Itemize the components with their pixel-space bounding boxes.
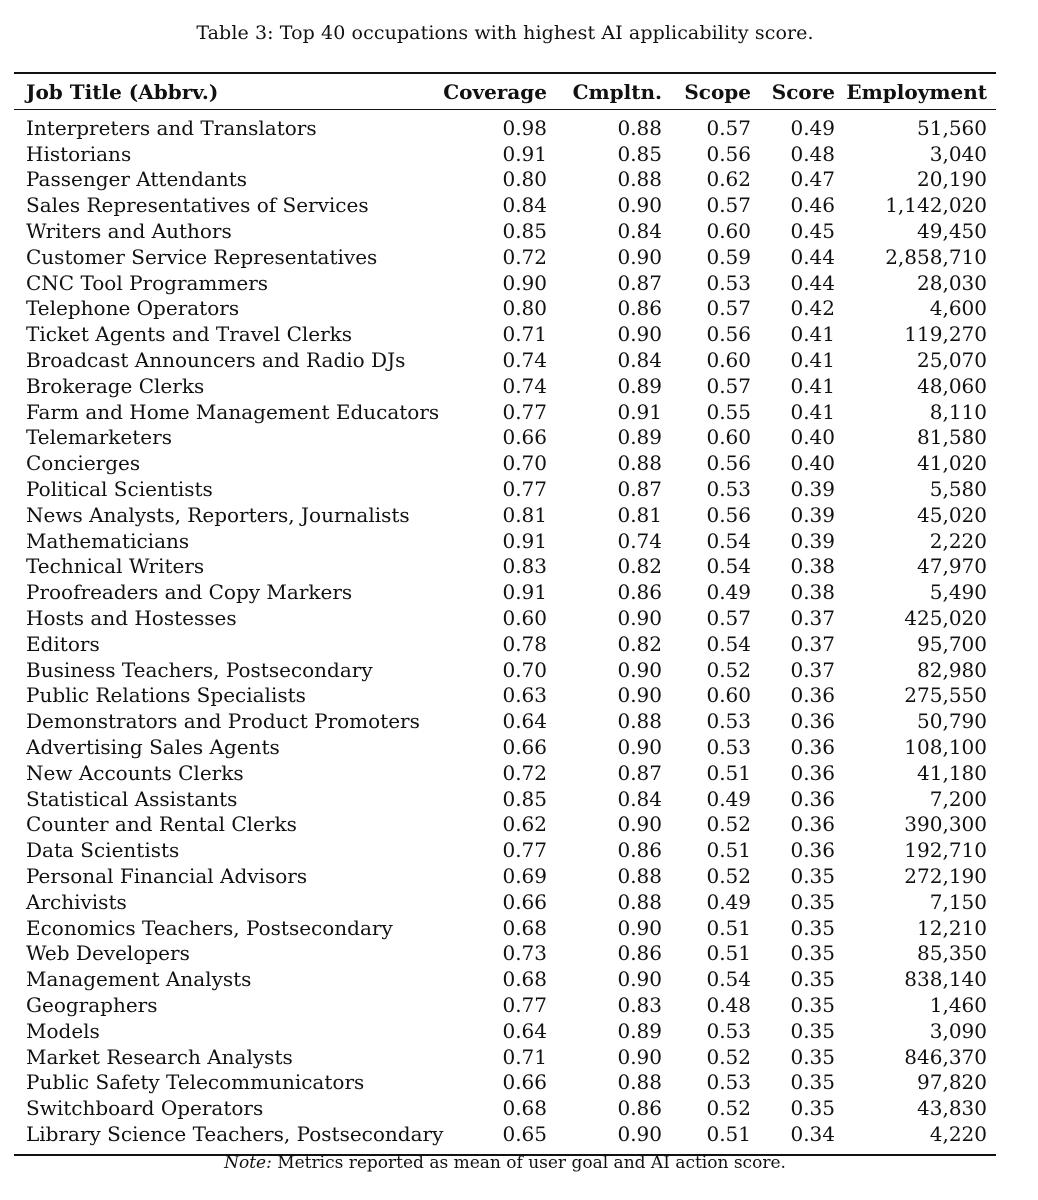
cell-job-title: Writers and Authors xyxy=(26,219,232,244)
cell-score: 0.34 xyxy=(790,1121,835,1146)
cell-scope: 0.54 xyxy=(706,554,751,579)
cell-job-title: Passenger Attendants xyxy=(26,167,248,192)
cell-score: 0.37 xyxy=(790,606,835,631)
cell-job-title: Switchboard Operators xyxy=(26,1096,264,1121)
table-row xyxy=(14,1018,996,1044)
cell-completion: 0.82 xyxy=(617,554,662,579)
cell-scope: 0.60 xyxy=(706,348,751,373)
table-row xyxy=(14,915,996,941)
cell-scope: 0.49 xyxy=(706,786,751,811)
cell-job-title: Market Research Analysts xyxy=(26,1044,293,1069)
note-text: Metrics reported as mean of user goal and AI action score. xyxy=(271,1153,786,1173)
cell-completion: 0.86 xyxy=(617,580,662,605)
cell-completion: 0.88 xyxy=(617,709,662,734)
cell-scope: 0.48 xyxy=(706,992,751,1017)
cell-scope: 0.51 xyxy=(706,915,751,940)
table-row xyxy=(14,657,996,683)
cell-employment: 272,190 xyxy=(904,864,987,888)
cell-scope: 0.49 xyxy=(706,889,751,914)
cell-scope: 0.51 xyxy=(706,941,751,966)
cell-coverage: 0.62 xyxy=(502,812,547,837)
cell-job-title: Political Scientists xyxy=(26,477,213,502)
cell-job-title: Data Scientists xyxy=(26,838,180,863)
cell-job-title: Broadcast Announcers and Radio DJs xyxy=(26,348,406,373)
cell-score: 0.41 xyxy=(790,348,835,373)
cell-completion: 0.88 xyxy=(617,451,662,476)
cell-job-title: Concierges xyxy=(26,451,141,476)
table-row xyxy=(14,941,996,967)
cell-completion: 0.86 xyxy=(617,838,662,863)
cell-score: 0.36 xyxy=(790,838,835,863)
cell-scope: 0.52 xyxy=(706,1096,751,1121)
header-scope: Scope xyxy=(684,79,751,104)
cell-employment: 95,700 xyxy=(917,631,987,656)
table-row xyxy=(14,192,996,218)
table-row xyxy=(14,992,996,1018)
cell-score: 0.35 xyxy=(790,1018,835,1043)
cell-coverage: 0.98 xyxy=(502,115,547,140)
cell-score: 0.35 xyxy=(790,1070,835,1095)
cell-job-title: Interpreters and Translators xyxy=(26,115,317,140)
cell-score: 0.39 xyxy=(790,502,835,527)
cell-employment: 41,020 xyxy=(917,451,987,476)
cell-completion: 0.91 xyxy=(617,399,662,424)
cell-score: 0.46 xyxy=(790,193,835,218)
cell-coverage: 0.85 xyxy=(502,219,547,244)
table-row xyxy=(14,812,996,838)
cell-coverage: 0.66 xyxy=(502,1070,547,1095)
cell-employment: 7,150 xyxy=(929,889,987,914)
cell-job-title: Sales Representatives of Services xyxy=(26,193,369,218)
table-row xyxy=(14,425,996,451)
cell-score: 0.36 xyxy=(790,786,835,811)
cell-score: 0.38 xyxy=(790,554,835,579)
cell-scope: 0.52 xyxy=(706,657,751,682)
header-coverage: Coverage xyxy=(443,79,547,104)
cell-completion: 0.90 xyxy=(617,322,662,347)
cell-scope: 0.52 xyxy=(706,864,751,888)
cell-scope: 0.51 xyxy=(706,1121,751,1146)
cell-score: 0.41 xyxy=(790,399,835,424)
cell-job-title: Library Science Teachers, Postsecondary xyxy=(26,1121,444,1146)
cell-employment: 3,040 xyxy=(929,141,987,166)
cell-completion: 0.88 xyxy=(617,889,662,914)
table-header xyxy=(14,74,996,109)
table-row xyxy=(14,1121,996,1147)
cell-scope: 0.56 xyxy=(706,451,751,476)
cell-score: 0.42 xyxy=(790,296,835,321)
cell-employment: 846,370 xyxy=(904,1044,987,1069)
cell-scope: 0.51 xyxy=(706,760,751,785)
cell-coverage: 0.74 xyxy=(502,373,547,398)
cell-coverage: 0.85 xyxy=(502,786,547,811)
cell-score: 0.41 xyxy=(790,373,835,398)
cell-employment: 1,460 xyxy=(929,992,987,1017)
cell-job-title: Demonstrators and Product Promoters xyxy=(26,709,420,734)
cell-job-title: Archivists xyxy=(26,889,127,914)
cell-completion: 0.83 xyxy=(617,992,662,1017)
cell-job-title: Statistical Assistants xyxy=(26,786,238,811)
cell-score: 0.37 xyxy=(790,657,835,682)
cell-coverage: 0.90 xyxy=(502,270,547,295)
cell-scope: 0.57 xyxy=(706,193,751,218)
cell-employment: 4,600 xyxy=(929,296,987,321)
cell-coverage: 0.66 xyxy=(502,425,547,450)
cell-scope: 0.53 xyxy=(706,735,751,760)
cell-scope: 0.49 xyxy=(706,580,751,605)
cell-coverage: 0.78 xyxy=(502,631,547,656)
cell-scope: 0.51 xyxy=(706,838,751,863)
cell-employment: 85,350 xyxy=(917,941,987,966)
table-row xyxy=(14,528,996,554)
cell-coverage: 0.71 xyxy=(502,322,547,347)
cell-score: 0.36 xyxy=(790,735,835,760)
table-row xyxy=(14,167,996,193)
cell-employment: 1,142,020 xyxy=(885,193,987,218)
table-row xyxy=(14,554,996,580)
cell-job-title: Counter and Rental Clerks xyxy=(26,812,297,837)
cell-employment: 25,070 xyxy=(917,348,987,373)
cell-scope: 0.59 xyxy=(706,244,751,269)
table-row xyxy=(14,760,996,786)
cell-coverage: 0.77 xyxy=(502,477,547,502)
cell-job-title: Technical Writers xyxy=(26,554,205,579)
cell-score: 0.40 xyxy=(790,451,835,476)
cell-scope: 0.56 xyxy=(706,141,751,166)
table-row xyxy=(14,347,996,373)
cell-employment: 47,970 xyxy=(917,554,987,579)
cell-employment: 51,560 xyxy=(917,115,987,140)
cell-scope: 0.55 xyxy=(706,399,751,424)
cell-coverage: 0.68 xyxy=(502,915,547,940)
cell-completion: 0.90 xyxy=(617,967,662,992)
cell-coverage: 0.64 xyxy=(502,1018,547,1043)
cell-scope: 0.53 xyxy=(706,270,751,295)
cell-job-title: News Analysts, Reporters, Journalists xyxy=(26,502,410,527)
cell-job-title: Hosts and Hostesses xyxy=(26,606,237,631)
cell-employment: 41,180 xyxy=(917,760,987,785)
cell-coverage: 0.80 xyxy=(502,167,547,192)
cell-completion: 0.90 xyxy=(617,915,662,940)
table-row xyxy=(14,734,996,760)
cell-score: 0.40 xyxy=(790,425,835,450)
cell-completion: 0.90 xyxy=(617,193,662,218)
cell-scope: 0.57 xyxy=(706,373,751,398)
cell-completion: 0.81 xyxy=(617,502,662,527)
table-row xyxy=(14,244,996,270)
cell-job-title: Management Analysts xyxy=(26,967,252,992)
cell-score: 0.36 xyxy=(790,812,835,837)
header-score: Score xyxy=(771,79,835,104)
cell-employment: 49,450 xyxy=(917,219,987,244)
cell-employment: 97,820 xyxy=(917,1070,987,1095)
cell-employment: 28,030 xyxy=(917,270,987,295)
cell-score: 0.35 xyxy=(790,915,835,940)
cell-completion: 0.88 xyxy=(617,115,662,140)
table-row xyxy=(14,321,996,347)
cell-completion: 0.90 xyxy=(617,1121,662,1146)
cell-coverage: 0.73 xyxy=(502,941,547,966)
cell-employment: 5,490 xyxy=(929,580,987,605)
cell-employment: 390,300 xyxy=(904,812,987,837)
cell-coverage: 0.66 xyxy=(502,889,547,914)
cell-employment: 81,580 xyxy=(917,425,987,450)
cell-job-title: Telemarketers xyxy=(26,425,172,450)
cell-completion: 0.88 xyxy=(617,167,662,192)
cell-scope: 0.53 xyxy=(706,477,751,502)
cell-coverage: 0.72 xyxy=(502,760,547,785)
cell-job-title: CNC Tool Programmers xyxy=(26,270,269,295)
cell-employment: 119,270 xyxy=(904,322,987,347)
cell-score: 0.36 xyxy=(790,683,835,708)
cell-coverage: 0.60 xyxy=(502,606,547,631)
cell-completion: 0.89 xyxy=(617,425,662,450)
cell-employment: 48,060 xyxy=(917,373,987,398)
cell-job-title: Brokerage Clerks xyxy=(26,373,205,398)
cell-job-title: Customer Service Representatives xyxy=(26,244,378,269)
cell-score: 0.39 xyxy=(790,477,835,502)
cell-employment: 3,090 xyxy=(929,1018,987,1043)
cell-scope: 0.56 xyxy=(706,322,751,347)
table-row xyxy=(14,450,996,476)
header-completion: Cmpltn. xyxy=(572,79,662,104)
cell-score: 0.44 xyxy=(790,270,835,295)
occupation-table xyxy=(14,72,996,1156)
cell-completion: 0.74 xyxy=(617,528,662,553)
cell-scope: 0.54 xyxy=(706,967,751,992)
cell-employment: 2,220 xyxy=(929,528,987,553)
cell-coverage: 0.72 xyxy=(502,244,547,269)
cell-coverage: 0.84 xyxy=(502,193,547,218)
cell-completion: 0.89 xyxy=(617,1018,662,1043)
cell-scope: 0.60 xyxy=(706,683,751,708)
table-row xyxy=(14,1044,996,1070)
cell-completion: 0.90 xyxy=(617,735,662,760)
cell-score: 0.41 xyxy=(790,322,835,347)
cell-employment: 425,020 xyxy=(904,606,987,631)
cell-coverage: 0.77 xyxy=(502,992,547,1017)
table-row xyxy=(14,966,996,992)
cell-score: 0.36 xyxy=(790,760,835,785)
cell-job-title: Geographers xyxy=(26,992,158,1017)
cell-job-title: Economics Teachers, Postsecondary xyxy=(26,915,393,940)
table-row xyxy=(14,1095,996,1121)
cell-job-title: Public Safety Telecommunicators xyxy=(26,1070,365,1095)
cell-coverage: 0.74 xyxy=(502,348,547,373)
cell-job-title: Telephone Operators xyxy=(26,296,240,321)
table-row xyxy=(14,373,996,399)
cell-score: 0.35 xyxy=(790,992,835,1017)
cell-score: 0.35 xyxy=(790,889,835,914)
table-row xyxy=(14,399,996,425)
cell-job-title: Business Teachers, Postsecondary xyxy=(26,657,373,682)
cell-job-title: New Accounts Clerks xyxy=(26,760,244,785)
table-row xyxy=(14,476,996,502)
cell-score: 0.35 xyxy=(790,1096,835,1121)
cell-completion: 0.84 xyxy=(617,348,662,373)
cell-employment: 7,200 xyxy=(929,786,987,811)
cell-employment: 50,790 xyxy=(917,709,987,734)
cell-scope: 0.53 xyxy=(706,1070,751,1095)
cell-scope: 0.53 xyxy=(706,709,751,734)
cell-employment: 82,980 xyxy=(917,657,987,682)
cell-scope: 0.54 xyxy=(706,631,751,656)
cell-coverage: 0.91 xyxy=(502,528,547,553)
cell-coverage: 0.66 xyxy=(502,735,547,760)
cell-scope: 0.52 xyxy=(706,812,751,837)
cell-score: 0.45 xyxy=(790,219,835,244)
cell-coverage: 0.91 xyxy=(502,141,547,166)
cell-scope: 0.53 xyxy=(706,1018,751,1043)
cell-completion: 0.89 xyxy=(617,373,662,398)
cell-completion: 0.82 xyxy=(617,631,662,656)
cell-scope: 0.52 xyxy=(706,1044,751,1069)
cell-job-title: Public Relations Specialists xyxy=(26,683,306,708)
cell-scope: 0.60 xyxy=(706,219,751,244)
cell-score: 0.38 xyxy=(790,580,835,605)
table-row xyxy=(14,683,996,709)
cell-completion: 0.87 xyxy=(617,477,662,502)
cell-completion: 0.86 xyxy=(617,296,662,321)
table-caption: Table 3: Top 40 occupations with highest AI applicability score. xyxy=(196,22,814,44)
cell-job-title: Farm and Home Management Educators xyxy=(26,399,440,424)
cell-coverage: 0.68 xyxy=(502,967,547,992)
cell-coverage: 0.80 xyxy=(502,296,547,321)
cell-employment: 8,110 xyxy=(929,399,987,424)
cell-coverage: 0.81 xyxy=(502,502,547,527)
cell-employment: 192,710 xyxy=(904,838,987,863)
cell-completion: 0.90 xyxy=(617,1044,662,1069)
cell-completion: 0.85 xyxy=(617,141,662,166)
table-row xyxy=(14,579,996,605)
cell-employment: 20,190 xyxy=(917,167,987,192)
cell-score: 0.48 xyxy=(790,141,835,166)
cell-coverage: 0.91 xyxy=(502,580,547,605)
cell-job-title: Web Developers xyxy=(26,941,190,966)
cell-job-title: Personal Financial Advisors xyxy=(26,864,308,888)
cell-employment: 2,858,710 xyxy=(885,244,987,269)
cell-coverage: 0.64 xyxy=(502,709,547,734)
table-row xyxy=(14,631,996,657)
cell-employment: 838,140 xyxy=(904,967,987,992)
cell-score: 0.36 xyxy=(790,709,835,734)
header-job-title: Job Title (Abbrv.) xyxy=(26,79,219,104)
table-body xyxy=(14,110,996,1154)
note-label: Note: xyxy=(224,1153,272,1173)
table-row xyxy=(14,605,996,631)
cell-job-title: Models xyxy=(26,1018,100,1043)
table-row xyxy=(14,1069,996,1095)
cell-completion: 0.88 xyxy=(617,864,662,888)
cell-employment: 43,830 xyxy=(917,1096,987,1121)
cell-completion: 0.86 xyxy=(617,1096,662,1121)
table-row xyxy=(14,889,996,915)
table-row xyxy=(14,296,996,322)
cell-score: 0.47 xyxy=(790,167,835,192)
cell-score: 0.35 xyxy=(790,864,835,888)
table-row xyxy=(14,708,996,734)
cell-employment: 45,020 xyxy=(917,502,987,527)
table-row xyxy=(14,502,996,528)
cell-coverage: 0.77 xyxy=(502,838,547,863)
cell-score: 0.37 xyxy=(790,631,835,656)
cell-scope: 0.54 xyxy=(706,528,751,553)
cell-employment: 5,580 xyxy=(929,477,987,502)
cell-job-title: Proofreaders and Copy Markers xyxy=(26,580,353,605)
cell-score: 0.35 xyxy=(790,1044,835,1069)
cell-scope: 0.60 xyxy=(706,425,751,450)
cell-completion: 0.90 xyxy=(617,812,662,837)
cell-completion: 0.86 xyxy=(617,941,662,966)
cell-score: 0.49 xyxy=(790,115,835,140)
cell-completion: 0.84 xyxy=(617,786,662,811)
cell-score: 0.35 xyxy=(790,967,835,992)
cell-coverage: 0.71 xyxy=(502,1044,547,1069)
cell-coverage: 0.83 xyxy=(502,554,547,579)
cell-job-title: Ticket Agents and Travel Clerks xyxy=(26,322,353,347)
table-row xyxy=(14,270,996,296)
cell-scope: 0.57 xyxy=(706,115,751,140)
table-row xyxy=(14,115,996,141)
cell-completion: 0.90 xyxy=(617,606,662,631)
cell-scope: 0.56 xyxy=(706,502,751,527)
cell-coverage: 0.63 xyxy=(502,683,547,708)
cell-employment: 275,550 xyxy=(904,683,987,708)
table-row xyxy=(14,863,996,889)
cell-completion: 0.84 xyxy=(617,219,662,244)
cell-coverage: 0.65 xyxy=(502,1121,547,1146)
cell-score: 0.39 xyxy=(790,528,835,553)
cell-coverage: 0.68 xyxy=(502,1096,547,1121)
cell-scope: 0.57 xyxy=(706,606,751,631)
header-employment: Employment xyxy=(846,79,987,104)
cell-employment: 12,210 xyxy=(917,915,987,940)
cell-completion: 0.88 xyxy=(617,1070,662,1095)
cell-coverage: 0.70 xyxy=(502,657,547,682)
table-note xyxy=(0,1153,1010,1173)
cell-scope: 0.62 xyxy=(706,167,751,192)
cell-completion: 0.90 xyxy=(617,244,662,269)
cell-job-title: Historians xyxy=(26,141,132,166)
cell-score: 0.44 xyxy=(790,244,835,269)
cell-coverage: 0.70 xyxy=(502,451,547,476)
cell-completion: 0.90 xyxy=(617,683,662,708)
cell-job-title: Advertising Sales Agents xyxy=(26,735,280,760)
cell-completion: 0.87 xyxy=(617,760,662,785)
cell-scope: 0.57 xyxy=(706,296,751,321)
table-row xyxy=(14,786,996,812)
cell-employment: 108,100 xyxy=(904,735,987,760)
cell-job-title: Editors xyxy=(26,631,100,656)
cell-job-title: Mathematicians xyxy=(26,528,190,553)
table-row xyxy=(14,218,996,244)
table-row xyxy=(14,837,996,863)
cell-coverage: 0.77 xyxy=(502,399,547,424)
table-row xyxy=(14,141,996,167)
cell-coverage: 0.69 xyxy=(502,864,547,888)
cell-completion: 0.87 xyxy=(617,270,662,295)
cell-score: 0.35 xyxy=(790,941,835,966)
cell-employment: 4,220 xyxy=(929,1121,987,1146)
cell-completion: 0.90 xyxy=(617,657,662,682)
